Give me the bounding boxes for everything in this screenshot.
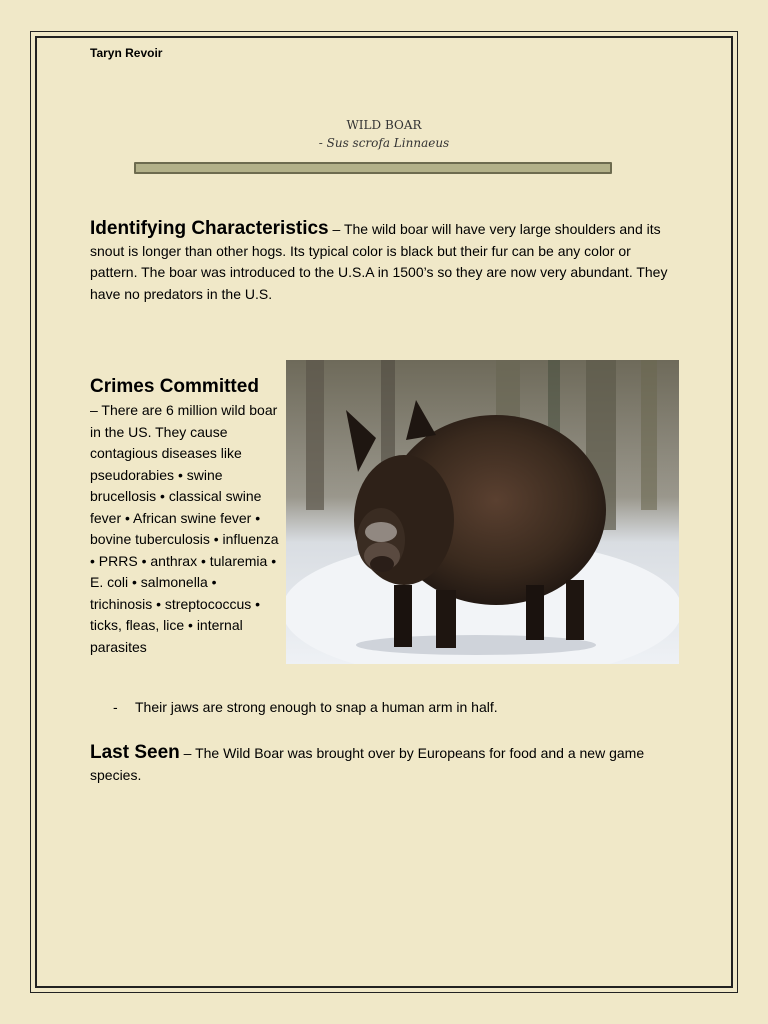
- document-title: WILD BOAR: [346, 118, 422, 132]
- section-dash: –: [328, 221, 344, 237]
- section-heading-crimes: Crimes Committed: [90, 376, 259, 397]
- section-body-last-seen: The Wild Boar was brought over by Europeans for food and a new game species.: [90, 745, 645, 783]
- bullet-jaws: [113, 697, 498, 718]
- section-heading-last-seen: Last Seen: [90, 742, 180, 763]
- document-subtitle: - Sus scrofa Linnaeus: [318, 136, 450, 150]
- author-name: Taryn Revoir: [90, 46, 163, 60]
- section-body-crimes: – There are 6 million wild boar in the US. They cause contagious diseases like pseudorabies • swine brucellosis • classical swine fever • African swine fever • bovine tuberculosis • influenza • PRRS • anthrax • tularemia • E. coli • salmonella • trichinosis • streptococcus • ticks, fleas, lice • internal parasites: [90, 402, 279, 655]
- section-heading-identifying: Identifying Characteristics: [90, 218, 329, 239]
- wild-boar-photo-drawing: [286, 360, 679, 664]
- section-identifying: [90, 218, 670, 305]
- title-rule-bar: [134, 162, 612, 174]
- title-block: [0, 116, 768, 152]
- section-dash: –: [179, 745, 196, 761]
- bullet-dash: -: [113, 699, 118, 715]
- bullet-text: Their jaws are strong enough to snap a human arm in half.: [135, 699, 498, 715]
- section-crimes: [90, 374, 280, 658]
- section-body-identifying: The wild boar will have very large shoulders and its snout is longer than other hogs. Its typical color is black but their fur can be any color or pattern. The boar was introduced to the U.S.A in 1500’s so they are now very abundant. They have no predators in the U.S.: [90, 221, 668, 302]
- wild-boar-photo: [286, 360, 679, 664]
- section-last-seen: [90, 742, 680, 786]
